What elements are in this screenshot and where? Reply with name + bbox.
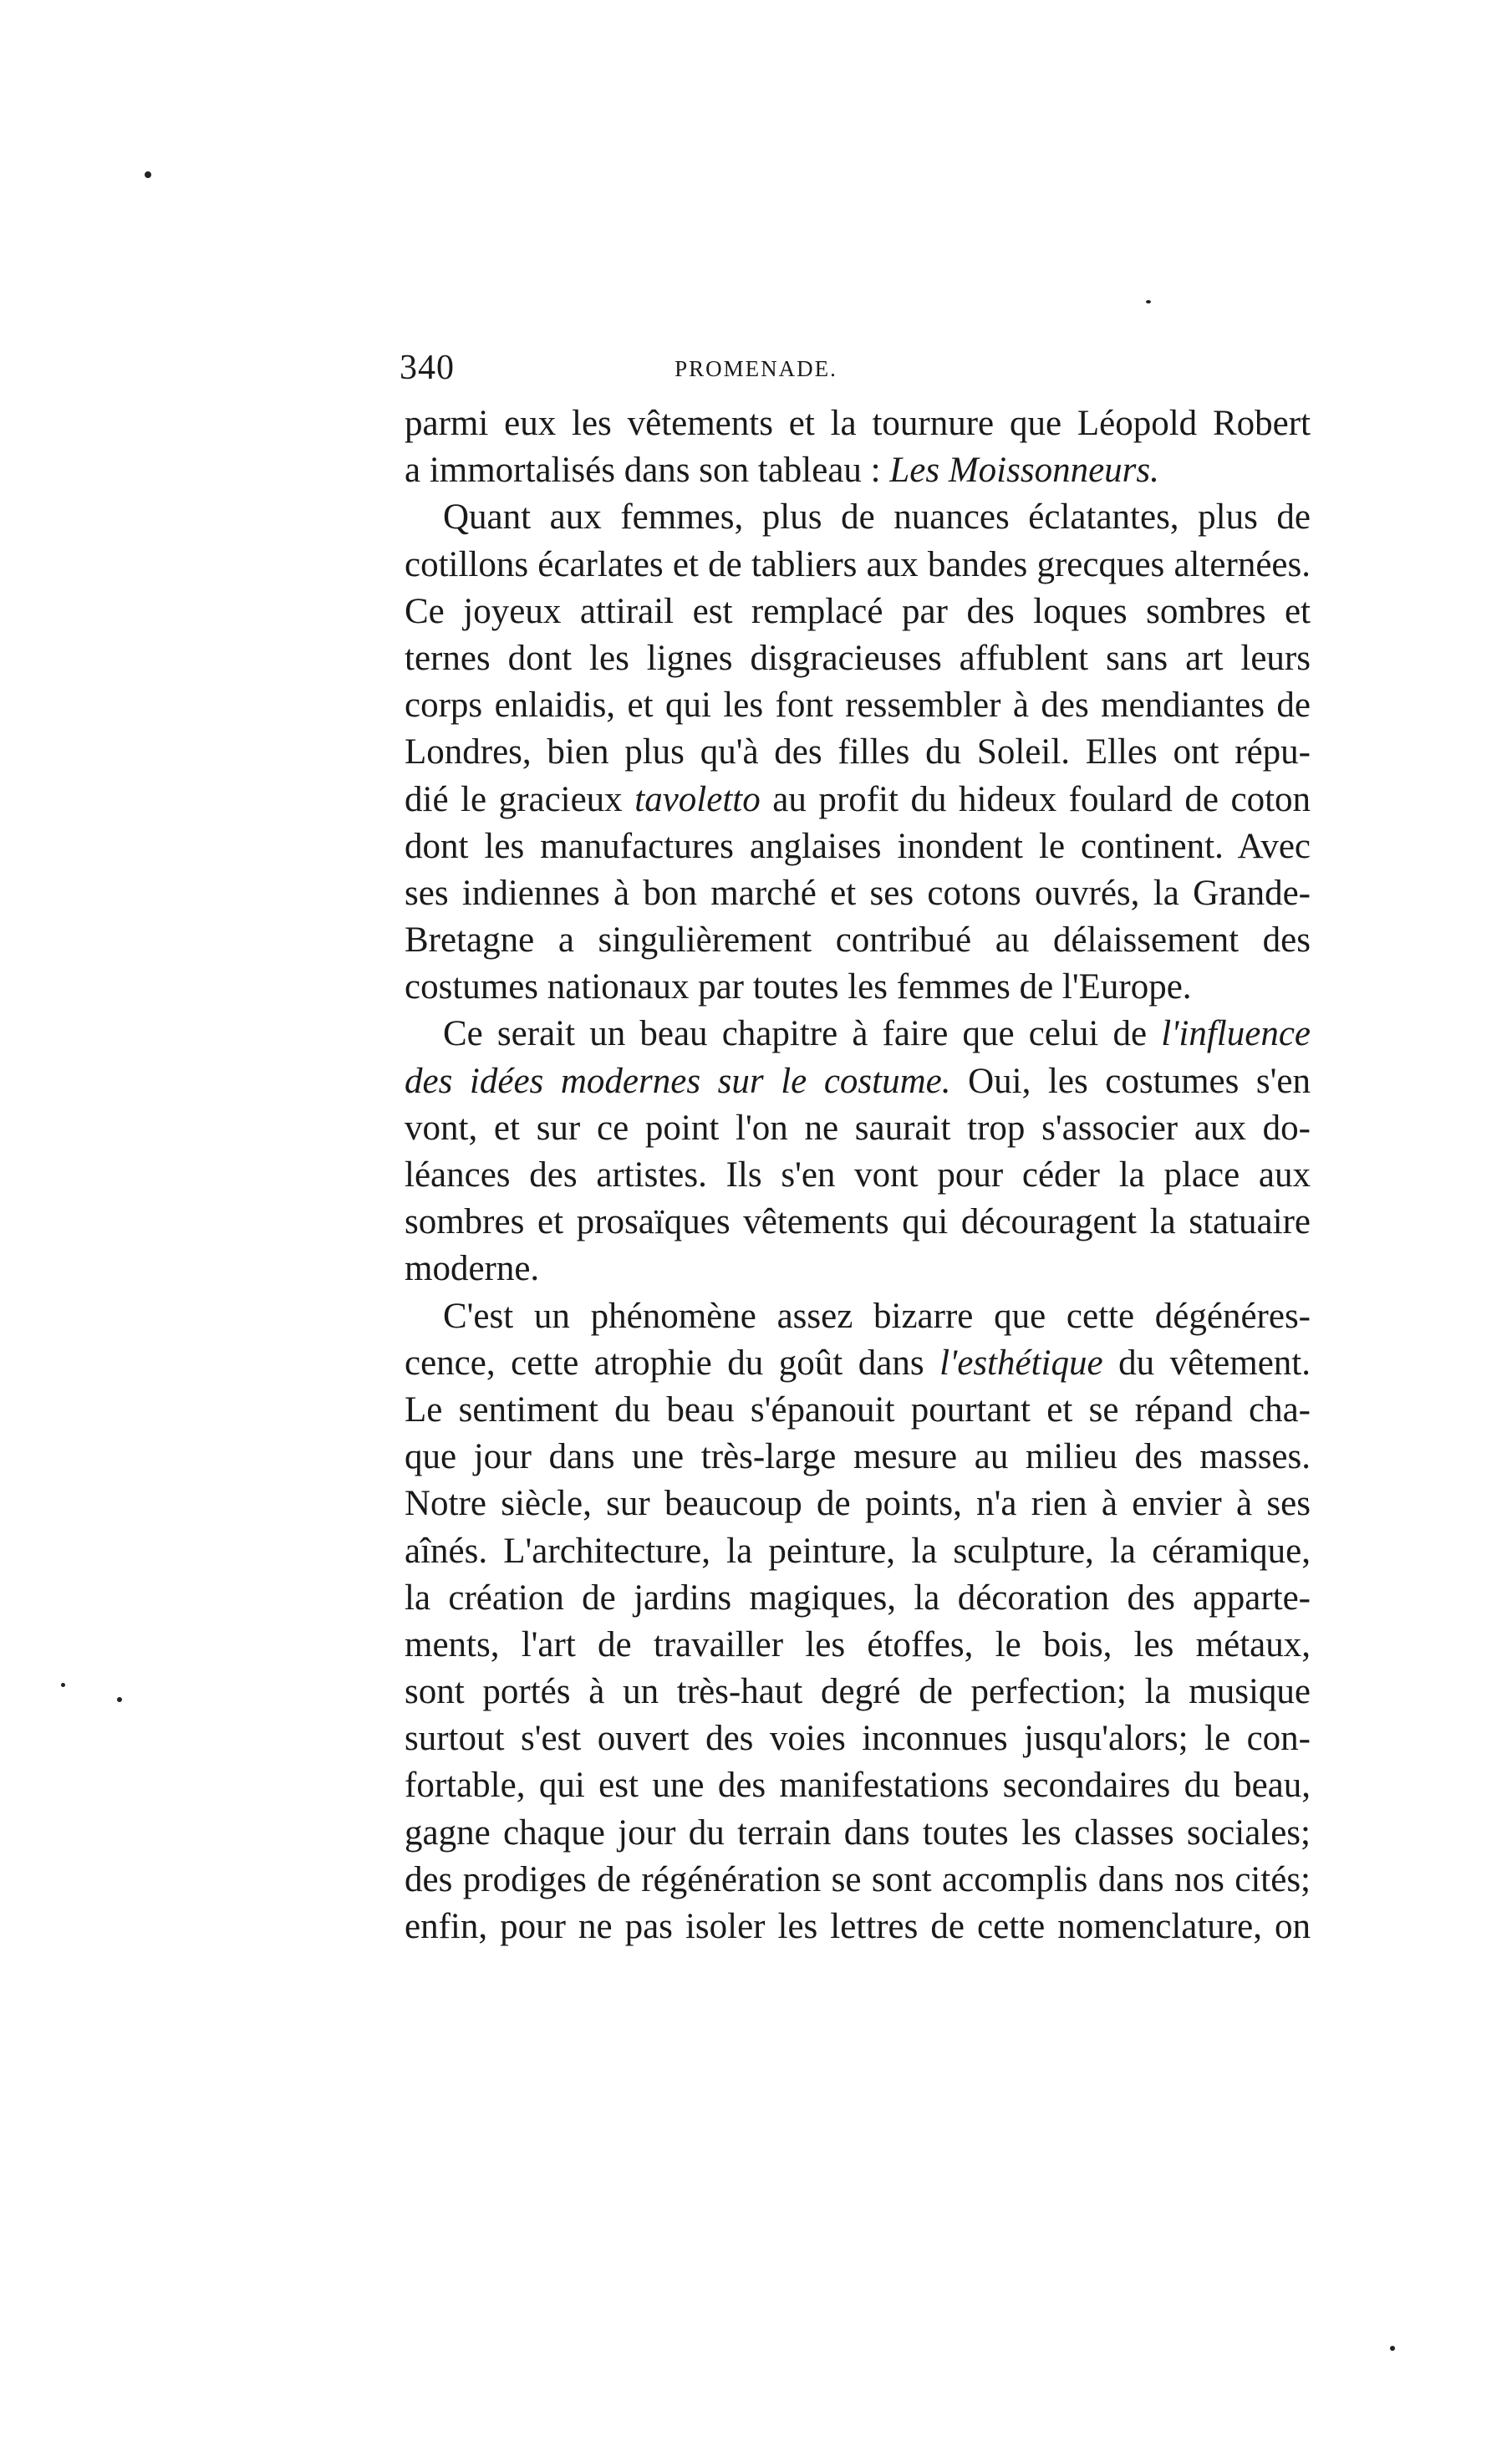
text-run: Oui, les costumes s'en <box>968 1061 1311 1101</box>
text-line: parmi eux les vêtements et la tournure que Léopold Robert <box>405 404 1311 443</box>
scan-speck <box>1390 2346 1395 2351</box>
text-line: sont portés à un très-haut degré de perfection; la musique <box>405 1672 1311 1712</box>
text-run: a immortalisés dans son tableau : <box>405 451 881 491</box>
text-line: cotillons écarlates et de tabliers aux bandes grecques alternées. <box>405 544 1311 584</box>
text-line <box>405 1340 1311 1387</box>
text-line: léances des artistes. Ils s'en vont pour céder la place aux <box>405 1155 1311 1195</box>
page-number: 340 <box>400 349 455 387</box>
text-line: costumes nationaux par toutes les femmes de l'Europe. <box>405 967 1192 1007</box>
text-line: sombres et prosaïques vêtements qui découragent la statuaire <box>405 1202 1311 1242</box>
text-line: ternes dont les lignes disgracieuses affublent sans art leurs <box>405 638 1311 678</box>
text-run: Ce serait un beau chapitre à faire que celui de <box>443 1014 1148 1054</box>
paragraph-start-line: C'est un phénomène assez bizarre que cette dégénéres- <box>443 1296 1311 1336</box>
text-line: Le sentiment du beau s'épanouit pourtant et se répand cha- <box>405 1389 1311 1430</box>
text-line <box>405 447 1311 494</box>
scan-speck <box>145 171 151 178</box>
text-run: cence, cette atrophie du goût dans <box>405 1343 924 1383</box>
page-body <box>405 400 1311 1950</box>
italic-term: l'influence <box>1161 1014 1311 1054</box>
italic-term: tavoletto <box>634 779 761 819</box>
text-line: enfin, pour ne pas isoler les lettres de cette nomenclature, on <box>405 1907 1311 1946</box>
text-line: Notre siècle, sur beaucoup de points, n'a rien à envier à ses <box>405 1484 1311 1524</box>
text-line: Londres, bien plus qu'à des filles du Soleil. Elles ont répu- <box>405 732 1311 772</box>
scan-speck <box>61 1683 65 1687</box>
running-title: PROMENADE. <box>675 356 837 381</box>
text-line: ments, l'art de travailler les étoffes, le bois, les métaux, <box>405 1624 1311 1664</box>
text-line: vont, et sur ce point l'on ne saurait trop s'associer aux do- <box>405 1108 1311 1148</box>
text-line: moderne. <box>405 1249 540 1289</box>
text-line: aînés. L'architecture, la peinture, la sculpture, la céramique, <box>405 1531 1311 1571</box>
italic-term: l'esthétique <box>939 1343 1103 1383</box>
text-line <box>405 1058 1311 1105</box>
text-line: fortable, qui est une des manifestations secondaires du beau, <box>405 1766 1311 1806</box>
text-line: des prodiges de régénération se sont accomplis dans nos cités; <box>405 1859 1311 1899</box>
text-line: la création de jardins magiques, la décoration des apparte- <box>405 1578 1311 1618</box>
text-run: dié le gracieux <box>405 779 623 819</box>
text-run: du vêtement. <box>1118 1343 1311 1383</box>
text-line: ses indiennes à bon marché et ses cotons ouvrés, la Grande- <box>405 873 1311 913</box>
text-line: dont les manufactures anglaises inondent le continent. Avec <box>405 826 1311 866</box>
italic-phrase: des idées modernes sur le costume. <box>405 1061 951 1101</box>
text-run: au profit du hideux foulard de coton <box>772 779 1311 819</box>
text-line: Bretagne a singulièrement contribué au délaissement des <box>405 920 1311 961</box>
text-line <box>405 777 1311 823</box>
scan-speck <box>117 1697 122 1702</box>
text-line: Ce joyeux attirail est remplacé par des loques sombres et <box>405 591 1311 631</box>
text-line: gagne chaque jour du terrain dans toutes les classes sociales; <box>405 1812 1311 1853</box>
paragraph-start-line <box>405 1011 1311 1058</box>
text-line: surtout s'est ouvert des voies inconnues jusqu'alors; le con- <box>405 1719 1311 1759</box>
text-line: corps enlaidis, et qui les font ressembler à des mendiantes de <box>405 686 1311 726</box>
scan-speck <box>1146 300 1151 303</box>
painting-title: Les Moissonneurs. <box>889 451 1159 491</box>
text-line: que jour dans une très-large mesure au milieu des masses. <box>405 1437 1311 1477</box>
paragraph-start-line: Quant aux femmes, plus de nuances éclatantes, plus de <box>443 497 1311 538</box>
